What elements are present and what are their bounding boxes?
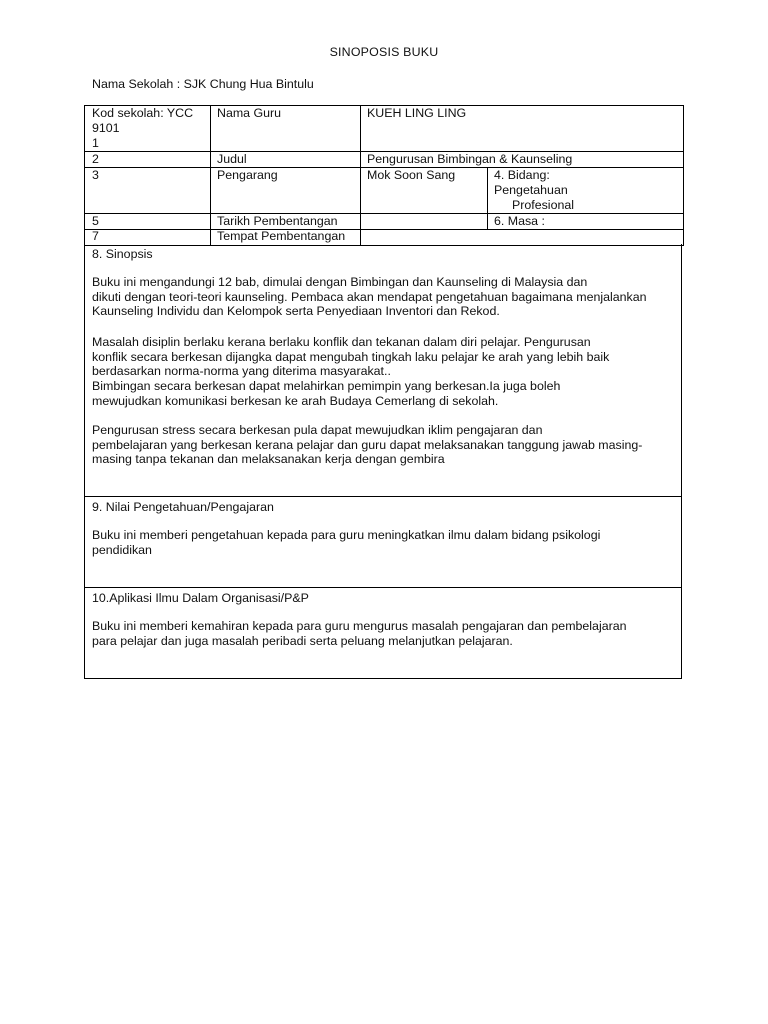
aplikasi-heading: 10.Aplikasi Ilmu Dalam Organisasi/P&P [92,591,309,605]
masa-label: 6. Masa : [494,214,545,228]
nilai-section [84,497,682,588]
tempat-label: Tempat Pembentangan [217,229,346,243]
bidang-label: 4. Bidang: [494,168,550,182]
page-title: SINOPOSIS BUKU [329,45,439,59]
sinopsis-section [84,244,682,497]
kod-sekolah-value: 9101 [92,121,120,135]
nama-guru-value: KUEH LING LING [367,106,467,120]
table-divider [487,167,488,229]
bidang-value-line2: Profesional [512,198,574,212]
table-divider [210,106,211,245]
judul-label: Judul [217,152,247,166]
sinopsis-heading: 8. Sinopsis [92,247,153,261]
tarikh-label: Tarikh Pembentangan [217,214,338,228]
school-name: Nama Sekolah : SJK Chung Hua Bintulu [92,77,314,91]
nilai-heading: 9. Nilai Pengetahuan/Pengajaran [92,500,274,514]
aplikasi-section [84,588,682,679]
row-number: 1 [92,136,99,150]
pengarang-value: Mok Soon Sang [367,168,456,182]
table-divider [85,213,683,214]
row-number: 2 [92,152,99,166]
nama-guru-label: Nama Guru [217,106,282,120]
row-number: 5 [92,214,99,228]
bidang-value-line1: Pengetahuan [494,183,568,197]
sinopsis-paragraph: Masalah disiplin berlaku kerana berlaku konflik dan tekanan dalam diri pelajar. Pengurusan konflik secara berkesan dijangka dapat mengubah tingkah laku pelajar ke arah yang lebih baik berdasarkan norma-norma yang diterima masyarakat.. [92,335,610,379]
sinopsis-paragraph: Pengurusan stress secara berkesan pula dapat mewujudkan iklim pengajaran dan pembelajaran yang berkesan kerana pelajar dan guru dapat melaksanakan tanggung jawab masing- masing tanpa tekanan dan melaksanakan kerja dengan gembira [92,423,643,467]
judul-value: Pengurusan Bimbingan & Kaunseling [367,152,573,166]
row-number: 3 [92,168,99,182]
nilai-paragraph: Buku ini memberi pengetahuan kepada para guru meningkatkan ilmu dalam bidang psikologi pendidikan [92,528,601,557]
pengarang-label: Pengarang [217,168,278,182]
aplikasi-paragraph: Buku ini memberi kemahiran kepada para guru mengurus masalah pengajaran dan pembelajaran para pelajar dan juga masalah peribadi serta peluang melanjutkan pelajaran. [92,619,627,648]
sinopsis-paragraph: Bimbingan secara berkesan dapat melahirkan pemimpin yang berkesan.Ia juga boleh mewujudkan komunikasi berkesan ke arah Budaya Cemerlang di sekolah. [92,379,561,408]
kod-sekolah-label: Kod sekolah: YCC [92,106,194,120]
row-number: 7 [92,229,99,243]
table-divider [360,106,361,245]
table-divider [85,229,683,230]
sinopsis-paragraph: Buku ini mengandungi 12 bab, dimulai dengan Bimbingan dan Kaunseling di Malaysia dan dikuti dengan teori-teori kaunseling. Pembaca akan mendapat pengetahuan bagaimana menjalankan Kaunseling Individu dan Kelompok serta Penyediaan Inventori dan Rekod. [92,275,647,319]
info-table [84,105,684,246]
